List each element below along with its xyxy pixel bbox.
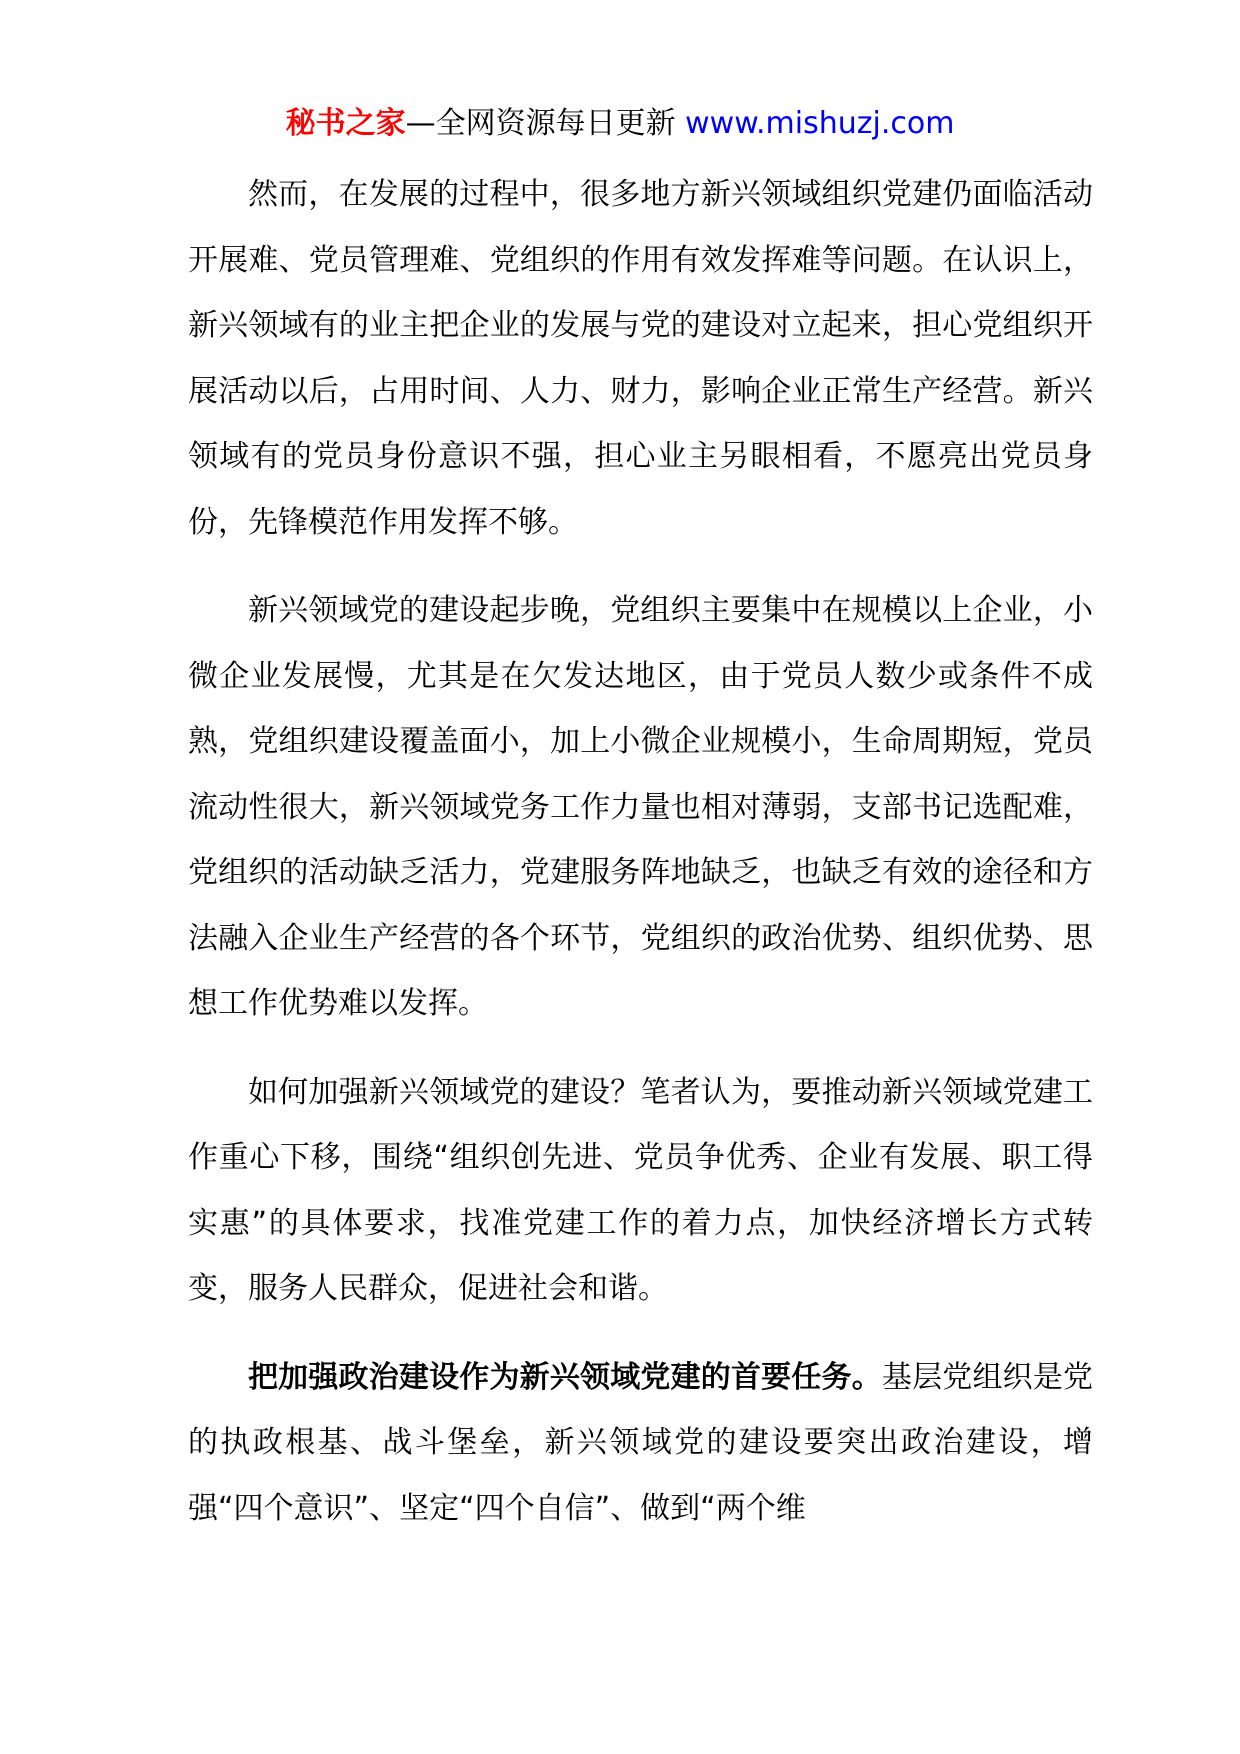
paragraph-text: 然而，在发展的过程中，很多地方新兴领域组织党建仍面临活动开展难、党员管理难、党组织的作用有效发挥难等问题。在认识上，新兴领域有的业主把企业的发展与党的建设对立起来，担心党组织开展活动以后，占用时间、人力、财力，影响企业正常生产经营。新兴领域有的党员身份意识不强，担心业主另眼相看，不愿亮出党员身份，先锋模范作用发挥不够。: [188, 177, 1093, 540]
header-brand: 秘书之家: [285, 106, 406, 141]
paragraph-text: 基层党组织是党的执政根基、战斗堡垒，新兴领域党的建设要突出政治建设，增强“四个意识”、坚定“四个自信”、做到“两个维: [188, 1359, 1094, 1526]
paragraph-text: 如何加强新兴领域党的建设？笔者认为，要推动新兴领域党建工作重心下移，围绕“组织创先进、党员争优秀、企业有发展、职工得实惠”的具体要求，找准党建工作的着力点，加快经济增长方式转变，服务人民群众，促进社会和谐。: [188, 1074, 1093, 1306]
header-url-link[interactable]: www.mishuzj.com: [685, 106, 955, 141]
paragraph-4: [188, 1345, 1093, 1542]
document-body: [188, 162, 1093, 1564]
paragraph-text: 新兴领域党的建设起步晚，党组织主要集中在规模以上企业，小微企业发展慢，尤其是在欠发达地区，由于党员人数少或条件不成熟，党组织建设覆盖面小，加上小微企业规模小，生命周期短，党员流动性很大，新兴领域党务工作力量也相对薄弱，支部书记选配难，党组织的活动缺乏活力，党建服务阵地缺乏，也缺乏有效的途径和方法融入企业生产经营的各个环节，党组织的政治优势、组织优势、思想工作优势难以发挥。: [188, 593, 1093, 1021]
paragraph-3: [188, 1060, 1093, 1322]
paragraph-1: [188, 162, 1093, 555]
header-tagline: —全网资源每日更新: [405, 106, 686, 141]
page-header: [0, 100, 1240, 148]
paragraph-2: [188, 578, 1093, 1037]
paragraph-lead: 把加强政治建设作为新兴领域党建的首要任务。: [248, 1359, 882, 1395]
